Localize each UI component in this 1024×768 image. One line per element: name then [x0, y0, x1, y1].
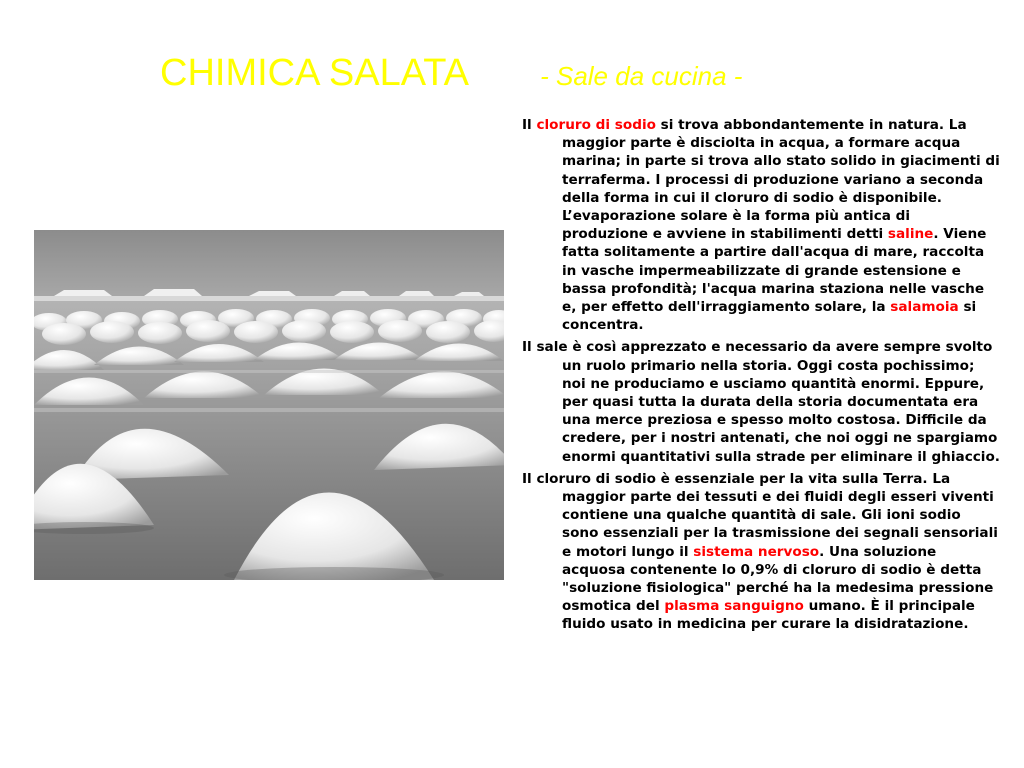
salt-pans-photo — [34, 230, 504, 580]
p1-text: si concentra. — [562, 299, 977, 334]
p3-highlight-plasma[interactable]: plasma sanguigno — [664, 598, 804, 615]
p1-text: Il — [522, 117, 537, 133]
p1-text: si trova abbondantemente in natura. La maggior parte è disciolta in acqua, a formare acqua marina; in parte si trova allo stato solido in giacimenti di terraferma. I processi di produzione variano a seconda della forma in cui il cloruro di sodio è disponibile. L’evaporazione solare è la forma più antica di produzione e avviene in stabilimenti detti — [562, 117, 1000, 243]
salt-pans-illustration — [34, 230, 504, 580]
paragraph-2 — [522, 338, 1000, 465]
paragraph-1 — [522, 116, 1000, 334]
p2-text: Il sale è così apprezzato e necessario da avere sempre svolto un ruolo primario nella storia. Oggi costa pochissimo; noi ne produciamo e usciamo quantità enormi. Eppure, per quasi tutta la durata della storia documentata era una merce preziosa e spesso molto costosa. Difficile da credere, per i nostri antenati, che noi oggi ne spargiamo enormi quantitativi sulla strade per eliminare il ghiaccio. — [522, 339, 1000, 465]
body-text — [522, 116, 1000, 638]
p3-text: . Una soluzione acquosa contenente lo 0,9% di cloruro di sodio è detta "soluzione fisiologica" perché ha la medesima pressione osmotica del — [562, 543, 994, 615]
slide-title: CHIMICA SALATA — [160, 52, 469, 94]
paragraph-3 — [522, 470, 1000, 634]
p1-highlight-cloruro[interactable]: cloruro di sodio — [536, 117, 656, 133]
p3-highlight-sistema-nervoso[interactable]: sistema nervoso — [693, 543, 820, 560]
title-row — [160, 52, 742, 95]
p3-text: umano. È il principale fluido usato in medicina per curare la disidratazione. — [562, 598, 975, 633]
p1-highlight-salamoia[interactable]: salamoia — [890, 299, 959, 316]
slide-subtitle: - Sale da cucina - — [540, 61, 743, 91]
p3-text: Il cloruro di sodio è essenziale per la vita sulla Terra. La maggior parte dei tessuti e dei fluidi degli esseri viventi contiene una qualche quantità di sale. Gli ioni sodio sono essenziali per la trasmissione dei segnali sensoriali e motori lungo il — [522, 470, 998, 560]
p1-text: . Viene fatta solitamente a partire dall'acqua di mare, raccolta in vasche impermeabilizzate di grande estensione e bassa profondità; l'acqua marina staziona nelle vasche e, per effetto dell'irraggiamento solare, la — [562, 226, 987, 316]
p1-highlight-saline[interactable]: saline — [887, 226, 934, 243]
